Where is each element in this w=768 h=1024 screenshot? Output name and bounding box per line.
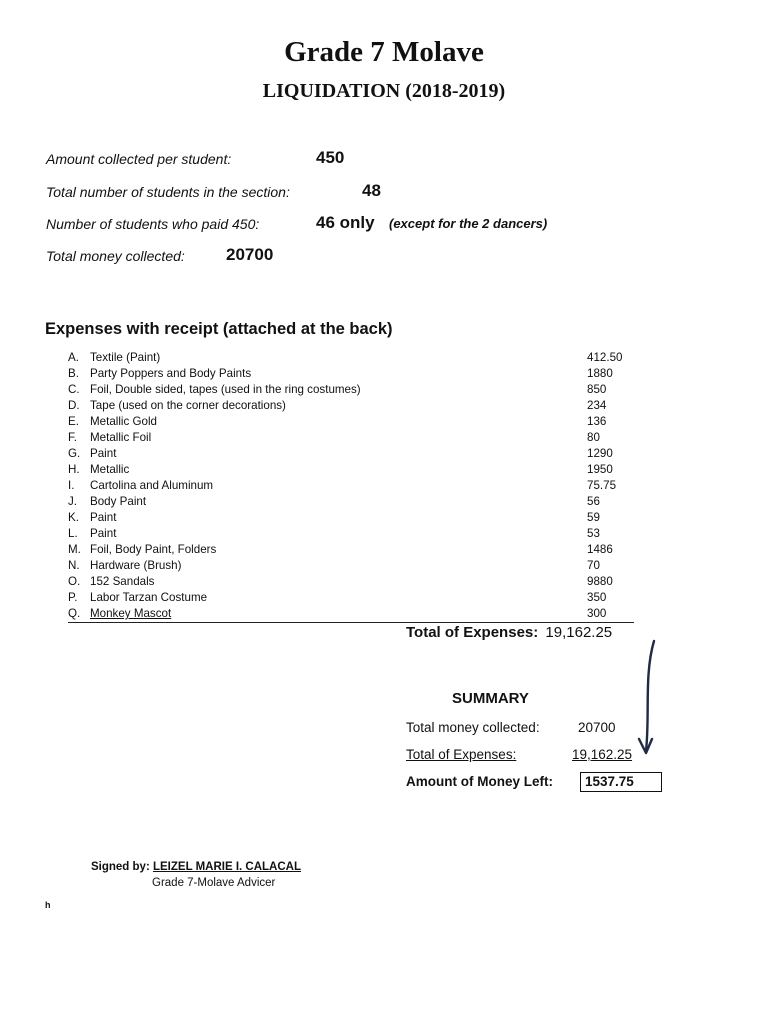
expense-amount: 412.50 [587, 351, 623, 364]
expense-amount: 1486 [587, 543, 613, 556]
money-left-label: Amount of Money Left: [406, 774, 553, 789]
expense-row [68, 510, 634, 526]
expense-letter: B. [68, 367, 79, 380]
per-student-label: Amount collected per student: [46, 151, 232, 167]
expense-row [68, 558, 634, 574]
expense-row [68, 590, 634, 606]
expense-amount: 70 [587, 559, 600, 572]
expense-row [68, 462, 634, 478]
total-expenses [406, 624, 612, 641]
signer-position: Grade 7-Molave Advicer [152, 877, 276, 889]
expense-letter: A. [68, 351, 79, 364]
expense-row [68, 382, 634, 398]
expense-item: Hardware (Brush) [90, 559, 182, 572]
expense-list [68, 350, 634, 623]
expense-item: Paint [90, 527, 117, 540]
expense-row [68, 526, 634, 542]
expense-row [68, 574, 634, 590]
per-student-value: 450 [316, 148, 345, 167]
expense-letter: E. [68, 415, 79, 428]
expense-amount: 75.75 [587, 479, 617, 492]
expense-letter: H. [68, 463, 80, 476]
summary-expenses-value: 19,162.25 [572, 747, 633, 762]
expense-item: 152 Sandals [90, 575, 155, 588]
total-collected-label: Total money collected: [46, 248, 185, 264]
expense-amount: 1950 [587, 463, 613, 476]
expense-amount: 350 [587, 591, 607, 604]
expense-item: Monkey Mascot [90, 607, 172, 620]
expense-row [68, 430, 634, 446]
expense-letter: J. [68, 495, 78, 508]
expense-amount: 300 [587, 607, 607, 620]
expense-letter: K. [68, 511, 79, 524]
expense-amount: 80 [587, 431, 600, 444]
total-students-label: Total number of students in the section: [46, 184, 290, 200]
expense-letter: C. [68, 383, 80, 396]
paid-students-note: (except for the 2 dancers) [389, 216, 548, 231]
expense-item: Metallic [90, 463, 130, 476]
expense-letter: D. [68, 399, 80, 412]
expense-item: Labor Tarzan Costume [90, 591, 208, 604]
expense-row [68, 478, 634, 494]
expense-item: Textile (Paint) [90, 351, 161, 364]
expense-row [68, 494, 634, 510]
summary-heading: SUMMARY [452, 690, 529, 707]
paid-students-value: 46 only [316, 213, 375, 232]
expense-letter: N. [68, 559, 80, 572]
expense-item: Foil, Body Paint, Folders [90, 543, 217, 556]
stray-mark: h [45, 900, 51, 910]
expense-amount: 136 [587, 415, 607, 428]
summary-collected-value: 20700 [578, 720, 616, 735]
expense-amount: 53 [587, 527, 600, 540]
expense-item: Party Poppers and Body Paints [90, 367, 252, 380]
expense-amount: 850 [587, 383, 607, 396]
expense-amount: 1290 [587, 447, 613, 460]
total-expenses-value: 19,162.25 [545, 624, 613, 641]
expense-row [68, 398, 634, 414]
expense-item: Cartolina and Aluminum [90, 479, 214, 492]
paid-students-label: Number of students who paid 450: [46, 216, 260, 232]
summary-collected-label: Total money collected: [406, 720, 540, 735]
expense-item: Tape (used on the corner decorations) [90, 399, 286, 412]
expense-item: Paint [90, 511, 117, 524]
expense-row [68, 366, 634, 382]
page-subtitle: LIQUIDATION (2018-2019) [262, 80, 506, 102]
expense-item: Foil, Double sided, tapes (used in the ring costumes) [90, 383, 361, 396]
expense-row [68, 606, 634, 623]
expense-letter: G. [68, 447, 81, 460]
expense-amount: 9880 [587, 575, 613, 588]
expense-row [68, 542, 634, 558]
expense-row [68, 414, 634, 430]
expense-letter: I. [68, 479, 75, 492]
expense-item: Metallic Gold [90, 415, 158, 428]
signed-by-label: Signed by: [91, 861, 150, 873]
signed-by [91, 861, 301, 873]
expense-letter: F. [68, 431, 78, 444]
expense-letter: Q. [68, 607, 81, 620]
money-left-value: 1537.75 [580, 772, 662, 792]
expense-amount: 234 [587, 399, 607, 412]
arrow-down-icon [630, 635, 660, 760]
expense-amount: 59 [587, 511, 600, 524]
expense-letter: O. [68, 575, 81, 588]
expense-row [68, 350, 634, 366]
page-title: Grade 7 Molave [284, 36, 484, 68]
expense-letter: L. [68, 527, 78, 540]
expense-item: Paint [90, 447, 117, 460]
expense-item: Metallic Foil [90, 431, 152, 444]
expense-amount: 1880 [587, 367, 613, 380]
total-students-value: 48 [362, 181, 381, 200]
expense-letter: P. [68, 591, 78, 604]
summary-expenses-label: Total of Expenses: [406, 747, 517, 762]
signer-name: LEIZEL MARIE I. CALACAL [152, 861, 301, 873]
expense-item: Body Paint [90, 495, 147, 508]
expenses-heading: Expenses with receipt (attached at the back) [45, 320, 393, 338]
expense-row [68, 446, 634, 462]
expense-letter: M. [68, 543, 81, 556]
expense-amount: 56 [587, 495, 600, 508]
total-expenses-label: Total of Expenses: [406, 624, 539, 641]
total-collected-value: 20700 [226, 245, 274, 264]
